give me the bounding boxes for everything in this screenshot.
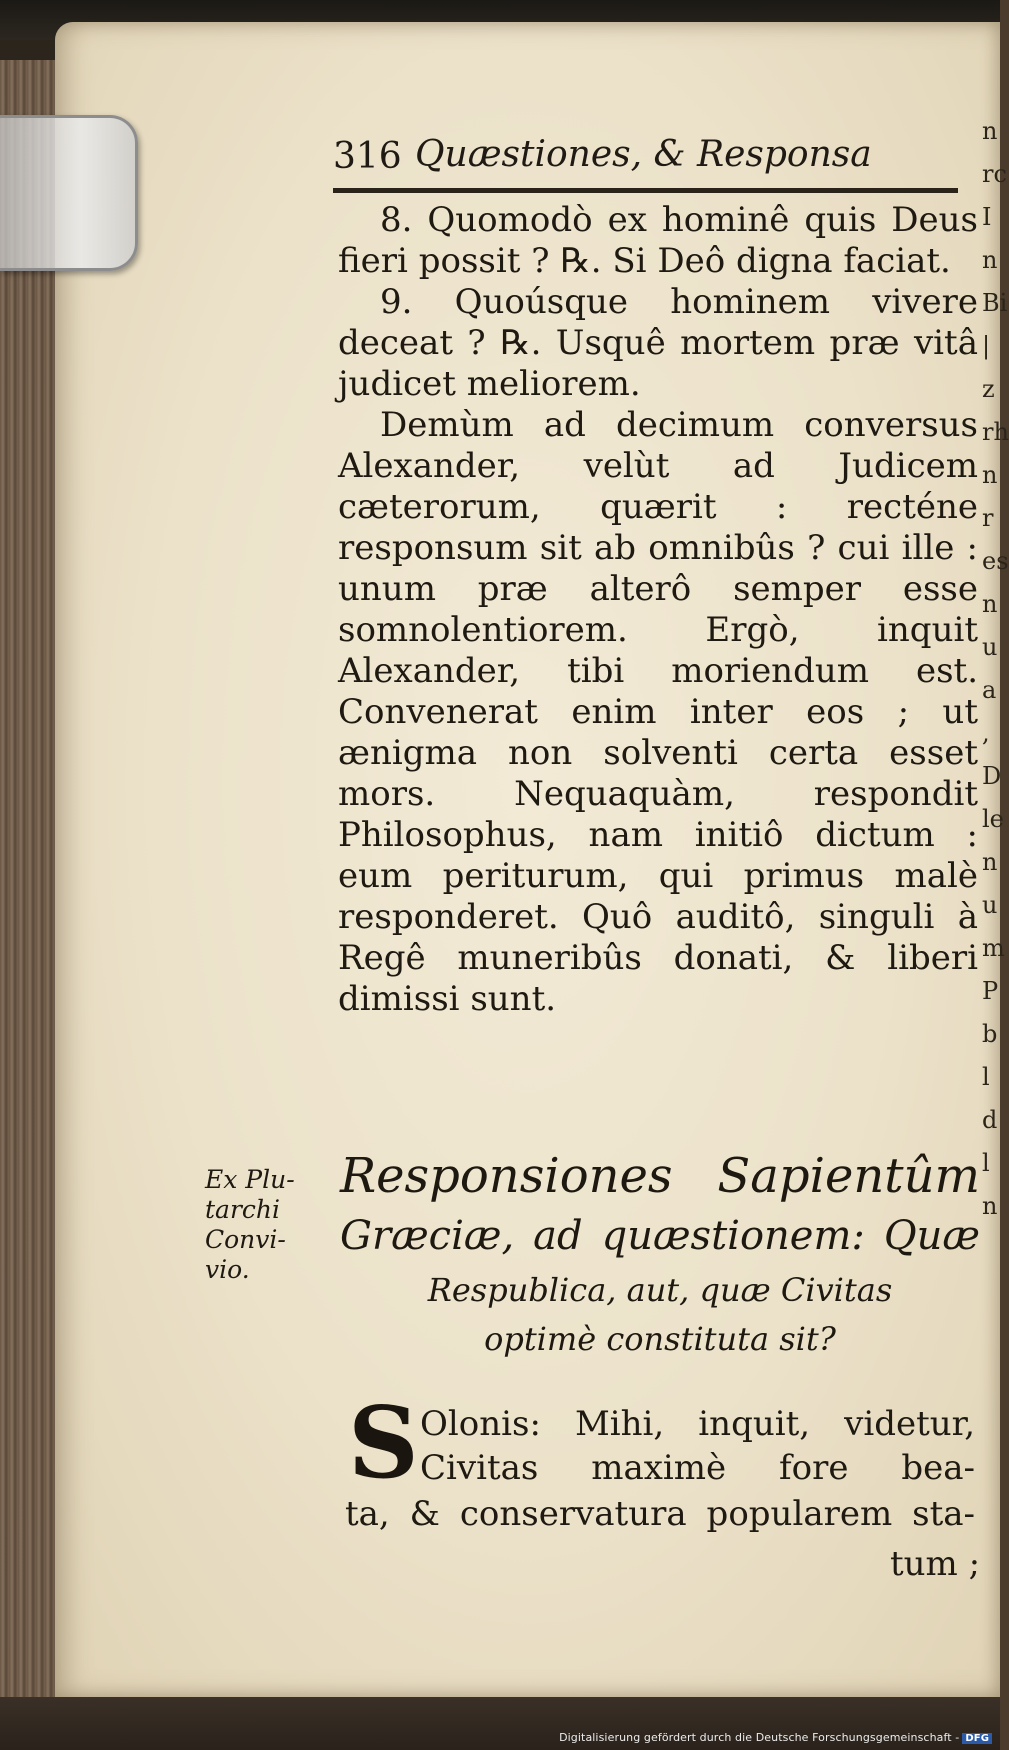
margin-note-line: Ex Plu-	[205, 1165, 295, 1194]
section-title-line: Græciæ, ad quæstionem: Quæ	[340, 1213, 980, 1259]
margin-note-line: tarchi	[205, 1195, 280, 1224]
section-heading	[340, 1145, 980, 1363]
facing-page-bleed: n rc I n Bi | z rh n r es n u a , D le n u m P b l d l n	[982, 117, 1009, 1220]
section-title-line: optimè constituta sit?	[484, 1320, 836, 1358]
paragraph: 9. Quoúsque hominem vivere deceat ? ℞. Usquê mortem præ vitâ judicet meliorem.	[338, 282, 978, 404]
section-paragraph-continuation: ta, & conservatura popularem sta-	[345, 1494, 975, 1534]
header-rule	[333, 188, 958, 193]
margin-note-line: Convi-	[205, 1225, 286, 1254]
catchword: tum ;	[890, 1544, 981, 1584]
section-title-line: Respublica, aut, quæ Civitas	[427, 1271, 893, 1309]
drop-cap: S	[348, 1386, 419, 1501]
paragraph: 8. Quomodò ex hominê quis Deus fieri possit ? ℞. Si Deô digna faciat.	[338, 200, 978, 281]
page-clip	[0, 115, 138, 271]
margin-note-line: vio.	[205, 1255, 250, 1284]
dfg-logo: DFG	[962, 1733, 992, 1744]
section-paragraph-start: Olonis: Mihi, inquit, videtur, Civitas maximè fore bea-	[420, 1404, 975, 1488]
body-text	[338, 200, 978, 1020]
page-number: 316	[333, 136, 402, 177]
running-head: Quæstiones, & Responsa	[415, 134, 872, 175]
book-edge	[0, 60, 62, 1700]
section-title-line: Responsiones Sapientûm	[340, 1148, 980, 1204]
page-header	[333, 128, 958, 188]
bottom-edge	[0, 1697, 1000, 1750]
margin-note	[205, 1165, 325, 1285]
digitization-credit	[559, 1731, 992, 1744]
credit-text: Digitalisierung gefördert durch die Deutsche Forschungsgemeinschaft -	[559, 1731, 960, 1744]
paragraph: Demùm ad decimum conversus Alexander, velùt ad Judicem cæterorum, quærit : recténe responsum sit ab omnibûs ? cui ille : unum præ alterô semper esse somnolentiorem. Ergò, inquit Alexander, tibi moriendum est. Convenerat enim inter eos ; ut ænigma non solventi certa esset mors. Nequaquàm, respondit Philosophus, nam initiô dictum : eum periturum, qui primus malè responderet. Quô auditô, singuli à Regê muneribûs donati, & liberi dimissi sunt.	[338, 405, 978, 1019]
